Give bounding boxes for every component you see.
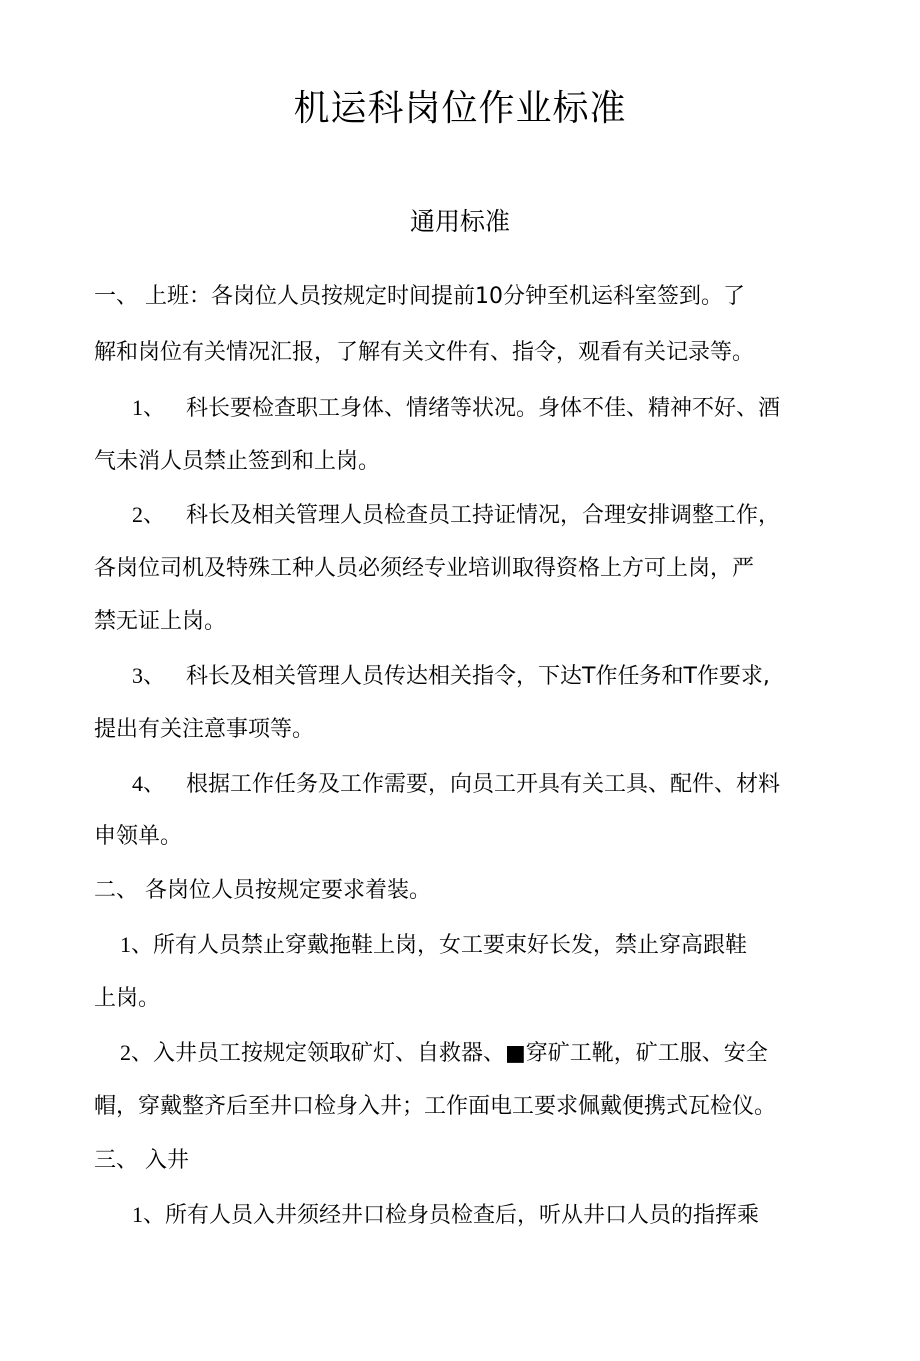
line-text: 、所有人员禁止穿戴拖鞋上岗，女工要束好长发，禁止穿高跟鞋: [131, 933, 748, 958]
line-text: 气未消人员禁止签到和上岗。: [94, 449, 381, 474]
line-text: 提出有关注意事项等。: [94, 717, 315, 742]
list-item: [132, 1198, 759, 1233]
paragraph-line: [94, 713, 314, 747]
paragraph-line: [94, 982, 160, 1016]
line-text: 根据工作任务及工作需要，向员工开具有关工具、配件、材料: [186, 772, 781, 797]
item-number: 4、: [132, 771, 166, 796]
line-text: 科长及相关管理人员检查员工持证情况，合理安排调整工作，: [186, 503, 781, 528]
line-text: 各岗位司机及特殊工种人员必须经专业培训取得资格上方可上岗，严: [94, 556, 755, 581]
item-number: 2: [120, 1040, 131, 1065]
line-text: 、入井员工按规定领取矿灯、自救器、■穿矿工靴，矿工服、安全: [131, 1041, 768, 1066]
list-item: [132, 659, 770, 694]
item-number: 1、: [132, 395, 166, 420]
paragraph-line: [94, 605, 226, 639]
list-item: [132, 767, 780, 802]
line-text: 上岗。: [94, 986, 161, 1011]
paragraph-line: [94, 1090, 776, 1124]
line-text: 帽，穿戴整齐后至井口检身入井；工作面电工要求佩戴便携式瓦检仪。: [94, 1094, 777, 1119]
item-number: 2、: [132, 502, 166, 527]
section-heading: [94, 1144, 189, 1178]
line-text: 申领单。: [94, 824, 183, 849]
list-item: [132, 391, 780, 426]
line-text: 二、 各岗位人员按规定要求着装。: [94, 878, 431, 903]
line-text: 禁无证上岗。: [94, 609, 227, 634]
paragraph-line: [94, 336, 754, 370]
section-subtitle: 通用标准: [409, 207, 510, 236]
line-text: 三、 入井: [94, 1148, 189, 1173]
paragraph-line: [94, 552, 754, 586]
line-text: 、所有人员入井须经井口检身员检查后，听从井口人员的指挥乘: [143, 1203, 760, 1228]
line-text: 科长及相关管理人员传达相关指令，下达T作任务和T作要求,: [186, 664, 770, 689]
line-text: 解和岗位有关情况汇报，了解有关文件有、指令，观看有关记录等。: [94, 340, 755, 365]
paragraph-line: [94, 820, 182, 854]
paragraph-line: [94, 445, 380, 479]
list-item: [120, 1036, 768, 1071]
section-heading: [94, 874, 431, 908]
item-number: 1: [132, 1202, 143, 1227]
item-number: 1: [120, 932, 131, 957]
line-text: 科长要检查职工身体、情绪等状况。身体不佳、精神不好、酒: [186, 396, 781, 421]
item-number: 3、: [132, 663, 166, 688]
paragraph-line: [94, 280, 745, 314]
line-text: 一、 上班：各岗位人员按规定时间提前10分钟至机运科室签到。了: [94, 284, 745, 309]
list-item: [120, 928, 747, 963]
document-title: 机运科岗位作业标准: [293, 88, 627, 129]
list-item: [132, 498, 780, 533]
